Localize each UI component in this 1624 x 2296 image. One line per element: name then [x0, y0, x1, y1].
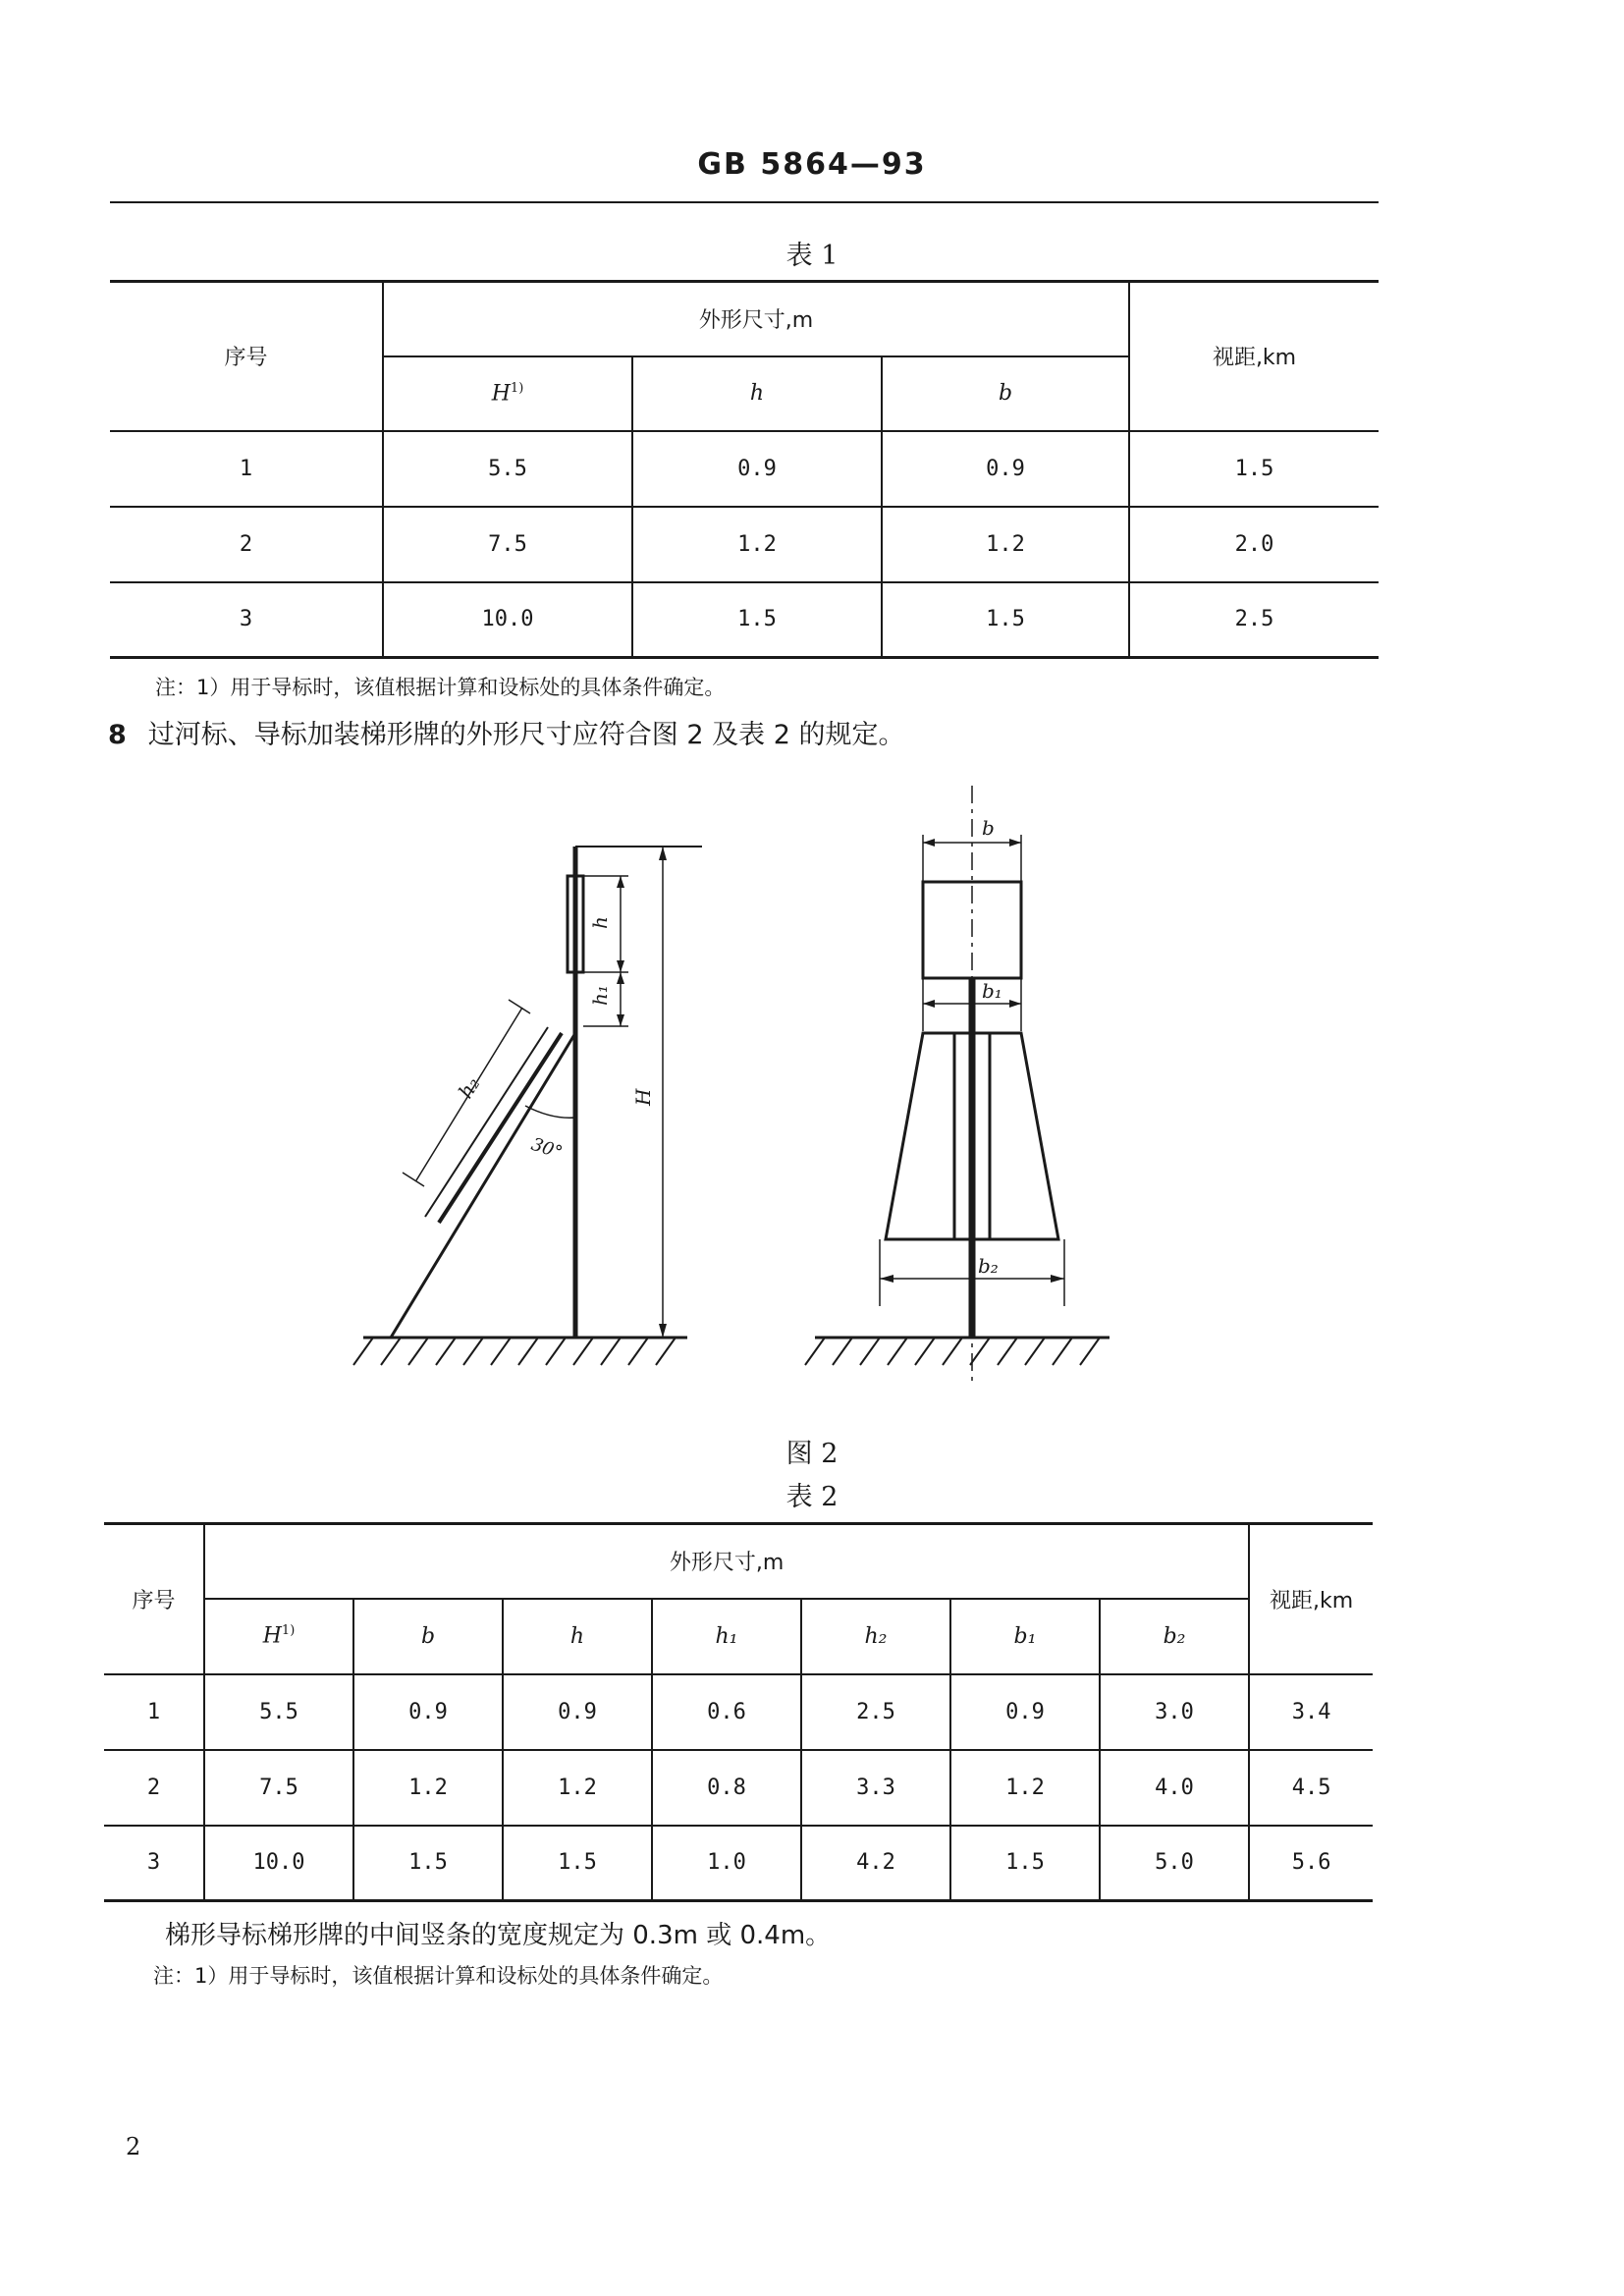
- table2-sub-h1: h₁: [652, 1599, 801, 1674]
- table2-cell: 4.5: [1249, 1750, 1373, 1826]
- table2-sub-H: $H^{1)}$: [204, 1599, 353, 1674]
- table1-cell: 1.5: [1129, 431, 1379, 507]
- table2-cell: 3: [104, 1826, 204, 1901]
- table1-cell: 2.0: [1129, 507, 1379, 582]
- table1-cell: 0.9: [882, 431, 1129, 507]
- table1-cell: 10.0: [383, 582, 632, 658]
- table1-cell: 2.5: [1129, 582, 1379, 658]
- table1-header-dims: 外形尺寸,m: [383, 282, 1129, 356]
- table2-cell: 1.0: [652, 1826, 801, 1901]
- table1-cell: 1.5: [882, 582, 1129, 658]
- table2-cell: 0.9: [950, 1674, 1100, 1750]
- table2-cell: 5.5: [204, 1674, 353, 1750]
- table2-cell: 0.9: [353, 1674, 503, 1750]
- table2-cell: 5.6: [1249, 1826, 1373, 1901]
- table2-cell: 1.2: [353, 1750, 503, 1826]
- table1-caption: 表 1: [785, 241, 839, 271]
- table1-cell: 1.2: [882, 507, 1129, 582]
- table2-note: 注：1）用于导标时，该值根据计算和设标处的具体条件确定。: [153, 1964, 724, 1988]
- clause-text: 过河标、导标加装梯形牌的外形尺寸应符合图 2 及表 2 的规定。: [147, 720, 905, 750]
- figure-label-b1: b₁: [982, 979, 1002, 1003]
- table2-header-dims: 外形尺寸,m: [204, 1524, 1249, 1599]
- table2-sub-b: b: [353, 1599, 503, 1674]
- table2-cell: 2.5: [801, 1674, 950, 1750]
- figure-label-angle: 30°: [528, 1133, 566, 1164]
- table2-cell: 1.2: [950, 1750, 1100, 1826]
- table2-cell: 4.2: [801, 1826, 950, 1901]
- table1-sub-b: b: [882, 356, 1129, 431]
- table1-cell: 1.5: [632, 582, 882, 658]
- table2-cell: 1.5: [950, 1826, 1100, 1901]
- figure-label-h2: h₂: [453, 1072, 485, 1103]
- table2-cell: 4.0: [1100, 1750, 1249, 1826]
- table2-sub-b2: b₂: [1100, 1599, 1249, 1674]
- table2-caption: 表 2: [785, 1482, 839, 1512]
- table2-text: 梯形导标梯形牌的中间竖条的宽度规定为 0.3m 或 0.4m。: [165, 1921, 832, 1950]
- table2-cell: 0.6: [652, 1674, 801, 1750]
- table2-cell: 3.3: [801, 1750, 950, 1826]
- table2-cell: 0.9: [503, 1674, 652, 1750]
- table1-cell: 2: [110, 507, 383, 582]
- table1: [110, 280, 1379, 659]
- table2-cell: 7.5: [204, 1750, 353, 1826]
- table1-cell: 5.5: [383, 431, 632, 507]
- table1-header-view: 视距,km: [1129, 282, 1379, 431]
- table1-sub-h: h: [632, 356, 882, 431]
- table2-cell: 1.5: [353, 1826, 503, 1901]
- table2-header-index: 序号: [104, 1524, 204, 1674]
- table2: [104, 1522, 1373, 1902]
- table2-sub-h: h: [503, 1599, 652, 1674]
- table1-cell: 1.2: [632, 507, 882, 582]
- table1-cell: 1: [110, 431, 383, 507]
- table2-cell: 3.4: [1249, 1674, 1373, 1750]
- table2-cell: 2: [104, 1750, 204, 1826]
- clause-number: 8: [108, 720, 127, 750]
- document-header: GB 5864—93: [697, 147, 927, 182]
- figure-label-b: b: [982, 816, 995, 840]
- table2-cell: 0.8: [652, 1750, 801, 1826]
- table2-cell: 5.0: [1100, 1826, 1249, 1901]
- clause-8: [108, 713, 904, 751]
- table1-note: 注：1）用于导标时，该值根据计算和设标处的具体条件确定。: [155, 676, 726, 699]
- table2-header-view: 视距,km: [1249, 1524, 1373, 1674]
- figure-label-h: h: [588, 916, 612, 929]
- table2-cell: 10.0: [204, 1826, 353, 1901]
- table1-cell: 7.5: [383, 507, 632, 582]
- table2-cell: 1.5: [503, 1826, 652, 1901]
- table1-cell: 0.9: [632, 431, 882, 507]
- table1-cell: 3: [110, 582, 383, 658]
- table2-cell: 3.0: [1100, 1674, 1249, 1750]
- page-number: 2: [126, 2133, 141, 2160]
- table1-header-index: 序号: [110, 282, 383, 431]
- header-rule: [110, 201, 1379, 203]
- figure-label-b2: b₂: [978, 1254, 999, 1278]
- table2-sub-b1: b₁: [950, 1599, 1100, 1674]
- table1-sub-H: $H^{1)}$: [383, 356, 632, 431]
- figure-label-H: H: [631, 1088, 655, 1106]
- figure2-drawing: [334, 776, 1139, 1385]
- figure-label-h1: h₁: [588, 985, 612, 1006]
- figure2-caption: 图 2: [785, 1439, 839, 1469]
- table2-cell: 1.2: [503, 1750, 652, 1826]
- table2-cell: 1: [104, 1674, 204, 1750]
- table2-sub-h2: h₂: [801, 1599, 950, 1674]
